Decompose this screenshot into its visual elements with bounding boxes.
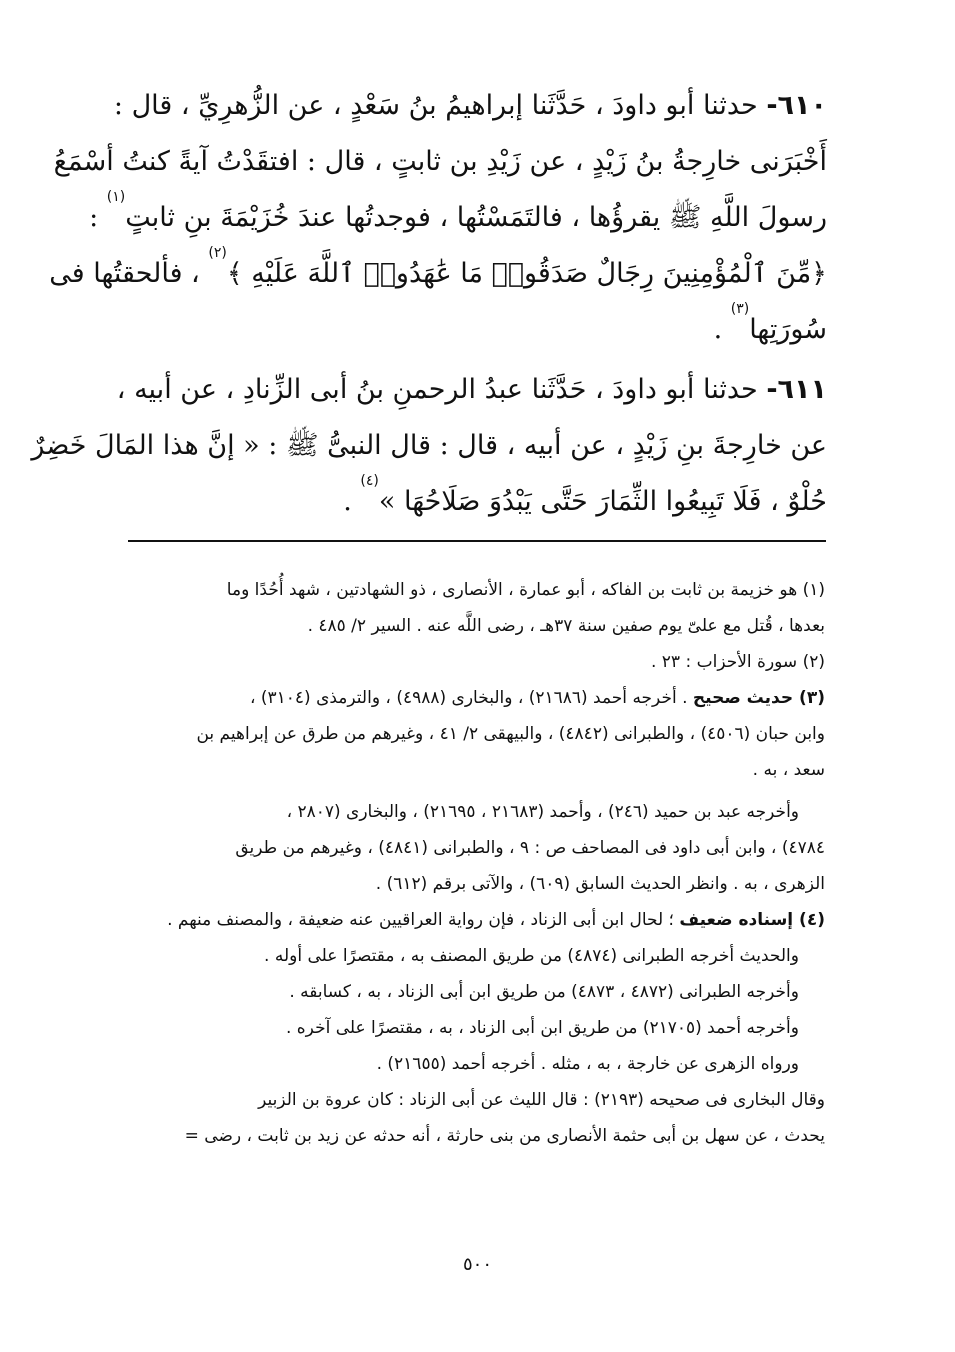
- footnote-line: يحدث ، عن سهل بن أبى حثمة الأنصارى من بنى حارثة ، أنه حدثه عن زيد بن ثابت ، رضى =: [184, 1126, 825, 1146]
- footnote-marker: (٢): [208, 245, 227, 261]
- hadith-text: .: [343, 486, 361, 517]
- hadith-text: حدثنا أبو داودَ ، حَدَّثَنا إبراهيمُ بنُ سَعْدٍ ، عن الزُّهرِيِّ ، قال :: [113, 90, 758, 121]
- hadith-line: [115, 302, 827, 358]
- footnote-line: وابن حبان (٤٥٠٦) ، والطبرانى (٤٨٤٢) ، والبيهقى ٢/ ٤١ ، وغيرهم من طرق عن إبراهيم بن: [196, 724, 825, 744]
- footnote-line: وأخرجه أحمد (٢١٧٠٥) من طريق ابن أبى الزناد ، به ، مقتصرًا على آخره .: [285, 1018, 799, 1038]
- hadith-text: :: [89, 202, 107, 233]
- footnote-line: ورواه الزهرى عن خارجة ، به ، مثله . أخرجه أحمد (٢١٦٥٥) .: [376, 1054, 799, 1074]
- footnote-text: ؛ لحال ابن أبى الزناد ، فإن رواية العراقيين عنه ضعيفة ، والمصنف منهم .: [167, 910, 680, 930]
- hadith-line: [115, 78, 827, 134]
- hadith-text: حدثنا أبو داودَ ، حَدَّثَنا عبدُ الرحمنِ بنُ أبى الزِّنادِ ، عن أبيه ،: [116, 374, 758, 405]
- hadith-line: [53, 134, 827, 190]
- hadith-number: ٦١١-: [766, 374, 827, 405]
- footnote-line: سعد ، به .: [752, 760, 825, 780]
- hadith-line: [115, 474, 827, 530]
- footnote-line: وقال البخارى فى صحيحه (٢١٩٣) : قال الليث عن أبى الزناد : كان عروة بن الزبير: [258, 1090, 825, 1110]
- page-number: ٥٠٠: [462, 1254, 492, 1275]
- footnote-marker: (٣): [730, 301, 750, 317]
- hadith-text: .: [713, 314, 731, 345]
- footnote-marker: (١): [106, 189, 126, 205]
- footnote-line: الزهرى ، به . وانظر الحديث السابق (٦٠٩) ، والآتى برقم (٦١٢) .: [375, 874, 825, 894]
- footnote-text: . أخرجه أحمد (٢١٦٨٦) ، والبخارى (٤٩٨٨) ، والترمذى (٣١٠٤) ،: [249, 688, 693, 708]
- footnote-line: والحديث أخرجه الطبرانى (٤٨٧٤) من طريق المصنف به ، مقتصرًا على أوله .: [264, 946, 799, 966]
- hadith-line: [89, 189, 827, 246]
- footnote-line: وأخرجه عبد بن حميد (٢٤٦) ، وأحمد (٢١٦٨٣ ، ٢١٦٩٥) ، والبخارى (٢٨٠٧ ،: [286, 802, 799, 822]
- footnote-grade: (٤) إسناده ضعيف: [679, 910, 825, 930]
- hadith-611: [31, 362, 827, 530]
- hadith-line: [115, 362, 827, 418]
- footnote-line: [125, 680, 825, 716]
- hadith-text: رسولَ اللَّهِ ﷺ يقرؤُها ، فالتَمَسْتُها ، فوجدتُها عندَ خُزَيْمَةَ بنِ ثابتٍ: [125, 202, 827, 233]
- footnote-line: وأخرجه الطبرانى (٤٨٧٢ ، ٤٨٧٣) من طريق ابن أبى الزناد ، به ، كسابقه .: [289, 982, 799, 1002]
- footnote-line: (١) هو خزيمة بن ثابت بن الفاكه ، أبو عمارة ، الأنصارى ، ذو الشهادتين ، شهد أُحُدًا وما: [226, 580, 825, 600]
- hadith-line: [31, 418, 827, 474]
- footnote-line: [125, 902, 825, 938]
- footnote-line: (٢) سورة الأحزاب : ٢٣ .: [650, 652, 825, 672]
- footnote-marker: (٤): [360, 473, 379, 489]
- hadith-text: ، فألحقتُها فى: [49, 258, 209, 289]
- hadith-text: حُلْوٌ ، فَلَا تَبِيعُوا الثِّمَارَ حَتَّى يَبْدُوَ صَلَاحُهَا »: [378, 486, 827, 517]
- footnote-divider: [128, 540, 826, 542]
- footnote-grade: (٣) حديث صحيح: [692, 688, 825, 708]
- hadith-text: أَخْبَرَنى خارِجةُ بنُ زَيْدٍ ، عن زَيْدِ بن ثابتٍ ، قال : افتقَدْتُ آيةً كنتُ أسْمَعُ: [53, 146, 827, 177]
- hadith-number: ٦١٠-: [766, 90, 827, 121]
- footnote-line: بعدها ، قُتل مع علىّ يوم صفين سنة ٣٧هـ ، رضى اللَّه عنه . السير ٢/ ٤٨٥ .: [307, 616, 825, 636]
- hadith-text: عن خارِجةَ بنِ زَيْدٍ ، عن أبيه ، قال : قال النبىُّ ﷺ : « إنَّ هذا المَالَ خَضِرٌ: [31, 430, 827, 461]
- quran-verse: ﴿مِّنَ ٱلْمُؤْمِنِينَ رِجَالٌ صَدَقُوا۟ مَا عَٰهَدُوا۟ ٱللَّهَ عَلَيْهِ ﴾: [226, 258, 827, 289]
- hadith-text: سُورَتِها: [749, 314, 827, 345]
- hadith-610: [49, 78, 827, 358]
- hadith-line: [49, 245, 827, 302]
- footnote-line: ٤٧٨٤) ، وابن أبى داود فى المصاحف ص : ٩ ، والطبرانى (٤٨٤١) ، وغيرهم من طريق: [235, 838, 825, 858]
- footnotes: [125, 572, 825, 1154]
